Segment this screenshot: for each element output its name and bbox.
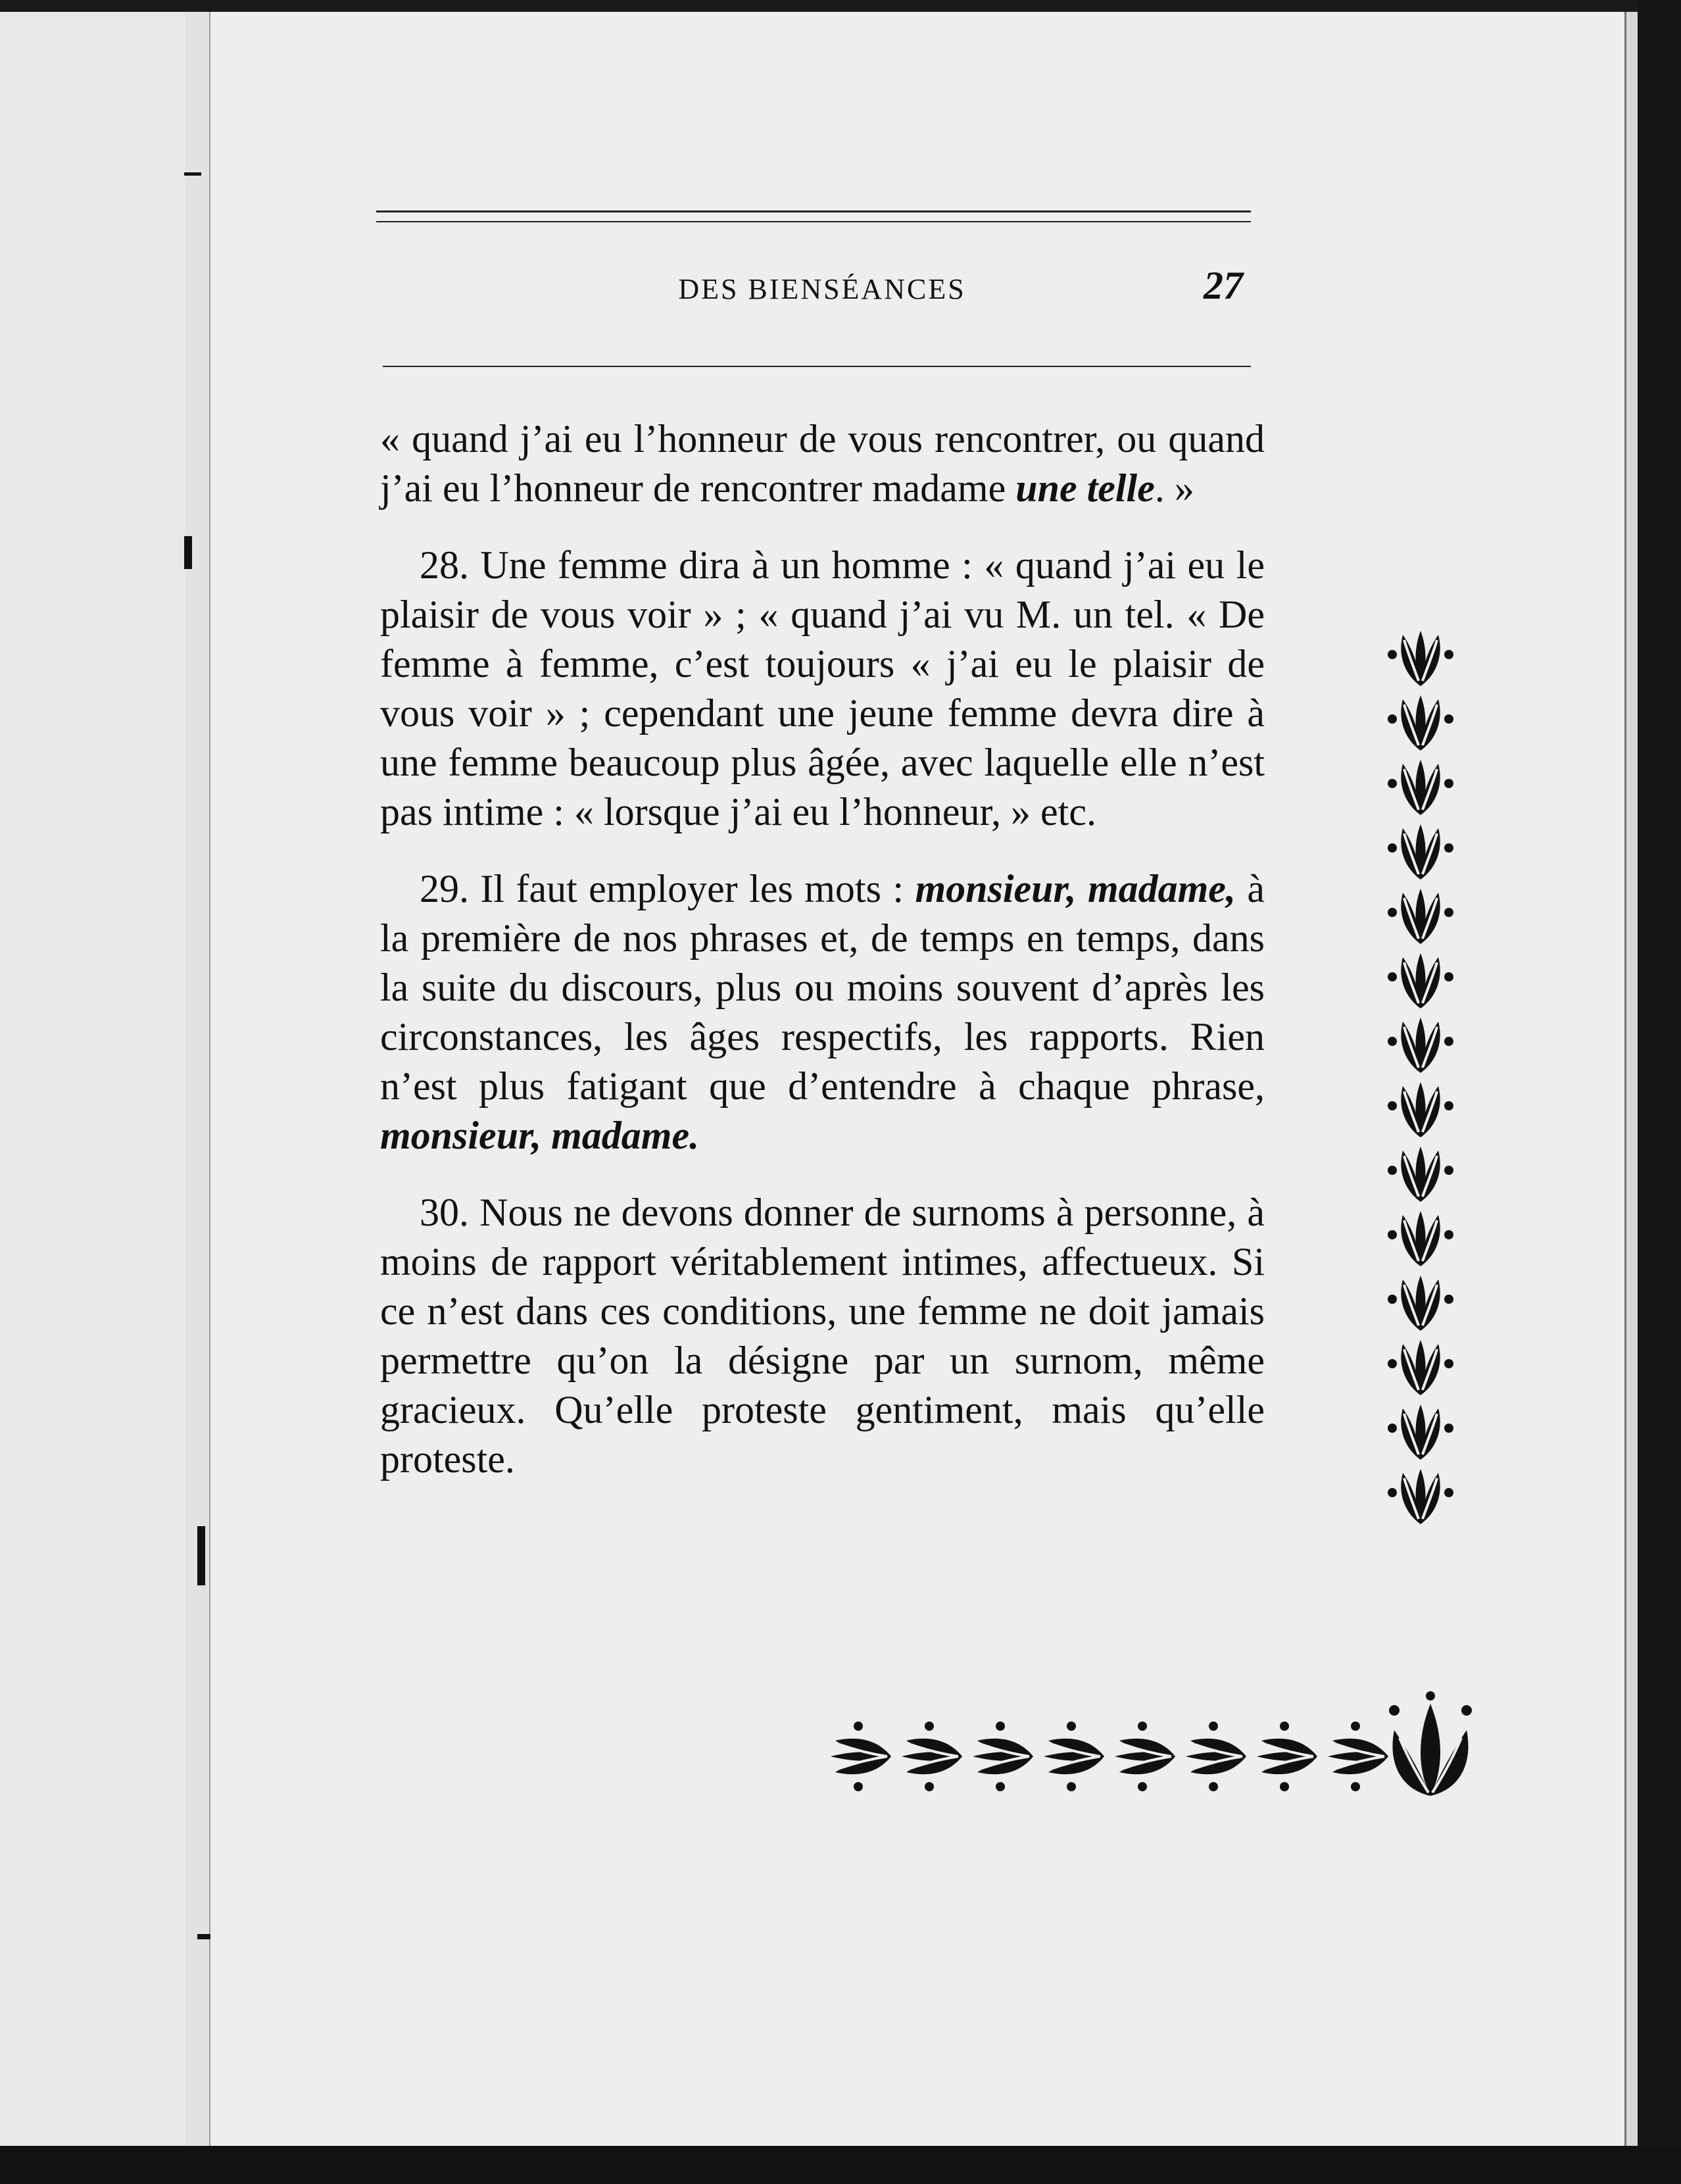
header-rule-bottom [383, 366, 1251, 367]
laurel-leaf-icon [1388, 1147, 1453, 1202]
laurel-leaf-icon [1388, 889, 1453, 944]
laurel-leaf-icon [1388, 1469, 1453, 1524]
laurel-leaf-icon [1388, 1276, 1453, 1331]
header-rule-top-thin [376, 221, 1251, 222]
scan-border-top [0, 0, 1681, 12]
laurel-leaf-icon [973, 1722, 1033, 1791]
laurel-leaf-icon [1388, 1340, 1453, 1395]
laurel-leaf-icon [1388, 760, 1453, 815]
laurel-leaf-icon [1388, 1404, 1453, 1460]
text-segment-italic: monsieur, madame, [915, 867, 1236, 910]
laurel-vertical-ornament-icon [1378, 628, 1463, 1543]
text-segment: à la première de nos phrases et, de temps en temps, dans la suite du discours, plus ou moins souvent d’après les circonstances, les âges respectifs, les rapports. Rien n’est plus fatigant que d’entendre à chaque phrase, [380, 867, 1265, 1108]
laurel-leaf-icon [1388, 695, 1453, 751]
running-head: DES BIENSÉANCES [678, 273, 966, 305]
laurel-corner-ornament-icon [1381, 1691, 1480, 1802]
laurel-leaf-icon [902, 1722, 962, 1791]
scan-speck [184, 172, 201, 176]
laurel-leaf-icon [1044, 1722, 1104, 1791]
header-rule-top [376, 211, 1251, 212]
scan-border-right [1638, 0, 1681, 2184]
text-segment: 30. Nous ne devons donner de surnoms à personne, à moins de rapport véritablement intimes, affectueux. Si ce n’est dans ces conditions, une femme ne doit jamais permettre qu’on la désigne par un surnom, même gracieux. Qu’elle proteste gentiment, mais qu’elle proteste. [380, 1191, 1265, 1481]
laurel-leaf-icon [831, 1722, 891, 1791]
book-gutter [185, 12, 211, 2146]
facing-page-edge [0, 12, 188, 2146]
text-segment: . » [1154, 466, 1194, 510]
text-segment-italic: une telle [1015, 466, 1155, 510]
laurel-leaf-icon [1115, 1722, 1175, 1791]
text-segment: 28. Une femme dira à un homme : « quand j’ai eu le plaisir de vous voir » ; « quand j’ai vu M. un tel. « De femme à femme, c’est toujours « j’ai eu le plaisir de vous voir » ; cependant une jeune femme devra dire à une femme beaucoup plus âgée, avec laquelle elle n’est pas intime : « lorsque j’ai eu l’honneur, » etc. [380, 543, 1265, 833]
paragraph-28 [380, 541, 1265, 837]
scan-border-bottom [0, 2146, 1681, 2184]
scan-speck [197, 1526, 205, 1585]
laurel-leaf-icon [1257, 1722, 1317, 1791]
scan-speck [184, 536, 192, 569]
paragraph-30 [380, 1188, 1265, 1484]
laurel-leaf-icon [1388, 953, 1453, 1008]
laurel-leaf-icon [1388, 824, 1453, 880]
laurel-leaf-icon [1388, 1082, 1453, 1137]
page-number: 27 [1204, 264, 1243, 307]
body-text [380, 414, 1265, 1512]
text-segment: 29. Il faut employer les mots : [420, 867, 915, 910]
text-segment: « quand j’ai eu l’honneur de vous rencontrer, ou quand j’ai eu l’honneur de rencontrer madame [380, 417, 1265, 510]
laurel-leaf-icon [1388, 1018, 1453, 1073]
laurel-leaf-icon [1388, 1211, 1453, 1266]
paragraph-29 [380, 864, 1265, 1160]
paragraph-continuation [380, 414, 1265, 513]
text-segment-italic: monsieur, madame. [380, 1114, 700, 1157]
laurel-leaf-icon [1388, 631, 1453, 686]
laurel-leaf-icon [1328, 1722, 1388, 1791]
laurel-leaf-icon [1186, 1722, 1246, 1791]
